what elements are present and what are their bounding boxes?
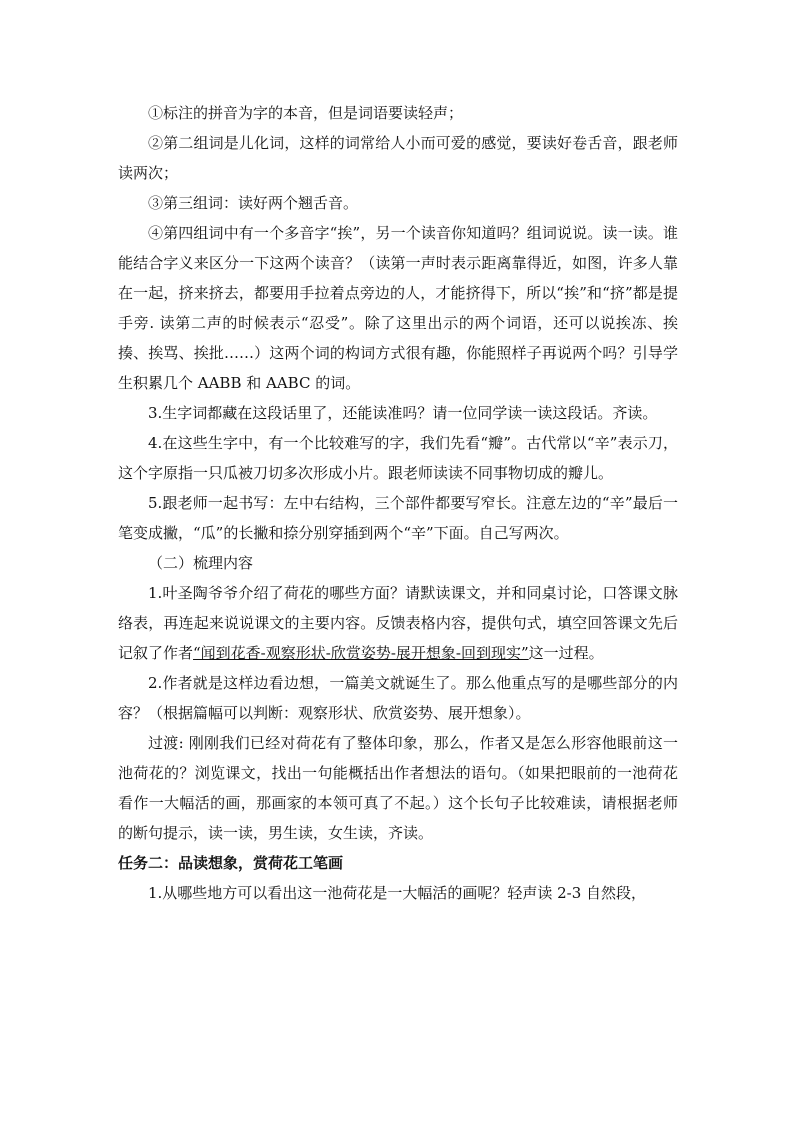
underlined-answer: “闻到花香-观察形状-欣赏姿势-展开想象-回到现实” [193,644,529,662]
section-heading-2: （二）梳理内容 [148,554,254,572]
note-paragraph-1: ①标注的拼音为字的本音，但是词语要读轻声； [148,104,464,122]
step-4-paragraph: 4.在这些生字中，有一个比较难写的字，我们先看“瓣”。古代常以“辛”表示刀，这个字原指一只瓜被刀切多次形成小片。跟老师读读不同事物切成的瓣儿。 [118,434,678,482]
content-paragraph-2: 2.作者就是这样边看边想，一篇美文就诞生了。那么他重点写的是哪些部分的内容？（根据篇幅可以判断：观察形状、欣赏姿势、展开想象）。 [118,674,678,722]
content-paragraph-1-end: 这一过程。 [528,644,604,662]
document-body [118,98,678,908]
task-2-paragraph-1: 1.从哪些地方可以看出这一池荷花是一大幅活的画呢？轻声读 2-3 自然段， [148,884,647,902]
note-paragraph-4: ④第四组词中有一个多音字“挨”，另一个读音你知道吗？组词说说。读一读。谁能结合字义来区分一下这两个读音？（读第一声时表示距离靠得近，如图，许多人靠在一起，挤来挤去，都要用手拉着点旁边的人，才能挤得下，所以“挨”和“挤”都是提手旁. 读第二声的时候表示“忍受”。除了这里出示的两个词语，还可以说挨冻、挨揍、挨骂、挨批……）这两个词的构词方式很有趣，你能照样子再说两个吗？引导学生积累几个 AABB 和 AABC 的词。 [118,224,678,392]
note-paragraph-3: ③第三组词：读好两个翘舌音。 [148,194,359,212]
step-5-paragraph: 5.跟老师一起书写：左中右结构，三个部件都要写窄长。注意左边的“辛”最后一笔变成撇，“瓜”的长撇和捺分别穿插到两个“辛”下面。自己写两次。 [118,494,678,542]
task-2-heading: 任务二：品读想象，赏荷花工笔画 [118,854,344,872]
content-paragraph-1-text: 1.叶圣陶爷爷介绍了荷花的哪些方面？请默读课文，并和同桌讨论，口答课文脉络表，再连起来说说课文的主要内容。反馈表格内容，提供句式，填空回答课文先后记叙了作者 [118,584,678,662]
transition-paragraph: 过渡: 刚刚我们已经对荷花有了整体印象，那么，作者又是怎么形容他眼前这一池荷花的？浏览课文，找出一句能概括出作者想法的语句。（如果把眼前的一池荷花看作一大幅活的画，那画家的本领可真了不起。）这个长句子比较难读，请根据老师的断句提示，读一读，男生读，女生读，齐读。 [118,734,678,842]
content-paragraph-1 [118,578,678,668]
note-paragraph-2: ②第二组词是儿化词，这样的词常给人小而可爱的感觉，要读好卷舌音，跟老师读两次； [118,134,678,182]
step-3-paragraph: 3.生字词都藏在这段话里了，还能读准吗？请一位同学读一读这段话。齐读。 [148,404,658,422]
